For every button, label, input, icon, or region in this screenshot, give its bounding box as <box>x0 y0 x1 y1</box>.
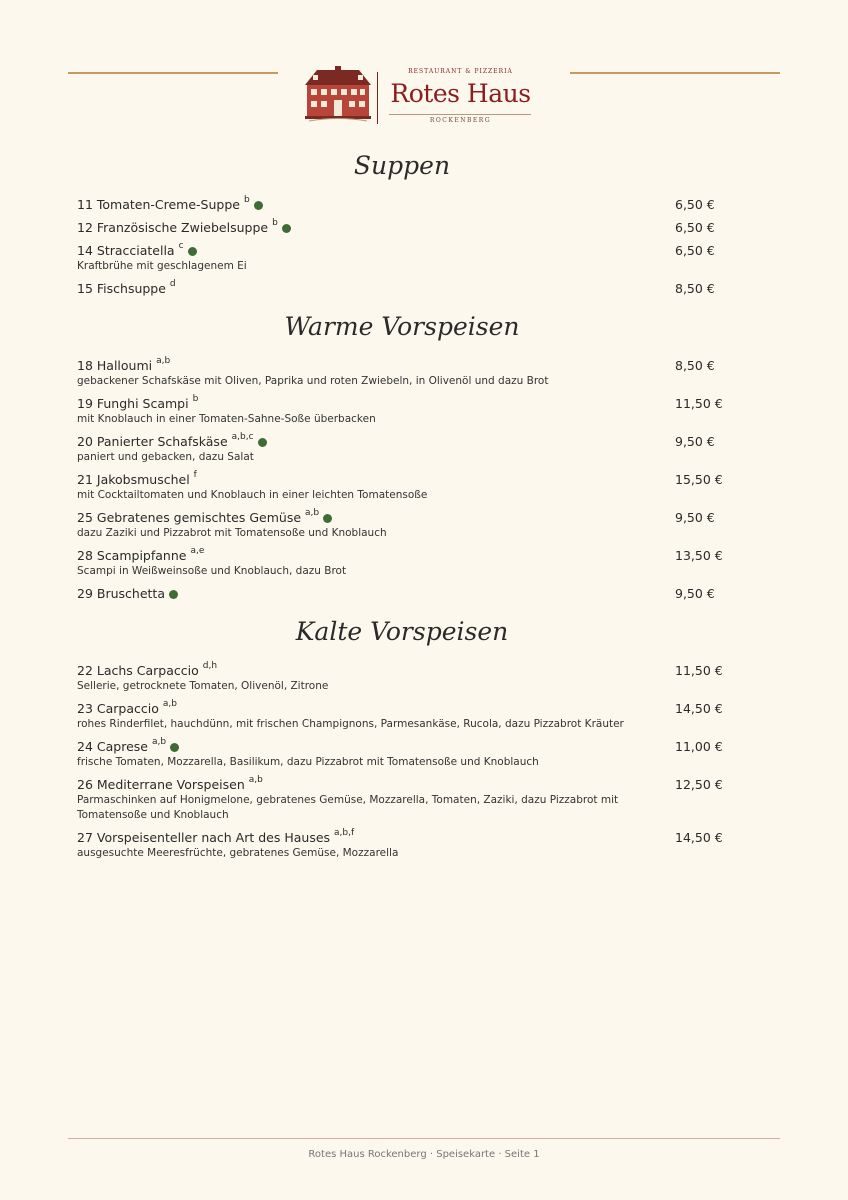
menu-item <box>77 662 727 694</box>
menu-item-line <box>77 829 727 846</box>
menu-item-description: mit Cocktailtomaten und Knoblauch in einer leichten Tomatensoße <box>77 489 428 501</box>
menu-item <box>77 738 727 770</box>
menu-item-name: 24 Caprese <box>77 739 148 754</box>
menu-item <box>77 219 727 236</box>
menu-item-price: 15,50 € <box>675 472 723 487</box>
menu-item-line <box>77 357 727 374</box>
logo-name: Rotes Haus <box>390 79 531 108</box>
allergen-codes: f <box>193 470 197 480</box>
vegetarian-dot-icon <box>282 224 291 233</box>
menu-item <box>77 196 727 213</box>
menu-item-line <box>77 471 727 488</box>
logo-location: ROCKENBERG <box>429 117 492 124</box>
vegetarian-dot-icon <box>188 247 197 256</box>
vegetarian-dot-icon <box>258 438 267 447</box>
menu-section <box>77 309 727 602</box>
menu-item-description: ausgesuchte Meeresfrüchte, gebratenes Gemüse, Mozzarella <box>77 847 399 859</box>
logo-tagline: RESTAURANT & PIZZERIA <box>408 68 513 75</box>
allergen-codes: a,b <box>151 737 167 747</box>
menu-item <box>77 829 727 861</box>
menu-item-name: 15 Fischsuppe <box>77 281 166 296</box>
allergen-codes: a,b,f <box>334 828 355 838</box>
menu-item-name: 22 Lachs Carpaccio <box>77 663 199 678</box>
header-rule-left <box>68 72 278 74</box>
menu-item-line <box>77 585 727 602</box>
vegetarian-dot-icon <box>170 743 179 752</box>
menu-item-line <box>77 395 727 412</box>
logo-divider <box>377 72 378 124</box>
menu-item-price: 11,50 € <box>675 396 723 411</box>
menu-item-description: Kraftbrühe mit geschlagenem Ei <box>77 260 247 272</box>
allergen-codes: a,b <box>156 356 171 366</box>
menu-item-name: 26 Mediterrane Vorspeisen <box>77 777 245 792</box>
allergen-codes: b <box>243 195 250 205</box>
allergen-codes: b <box>272 218 278 228</box>
menu-item-line <box>77 776 727 793</box>
menu-item-name: 14 Stracciatella <box>77 243 175 258</box>
menu-item-line <box>77 280 727 297</box>
menu-item-price: 12,50 € <box>675 777 723 792</box>
menu-item-name: 18 Halloumi <box>77 358 153 373</box>
vegetarian-dot-icon <box>323 514 332 523</box>
menu-item-price: 11,00 € <box>675 739 723 754</box>
allergen-codes: d,h <box>202 661 218 671</box>
menu-item-line <box>77 433 727 450</box>
menu-item-line <box>77 547 727 564</box>
menu-item-description: mit Knoblauch in einer Tomaten-Sahne-Soße überbacken <box>77 413 376 425</box>
menu-item-price: 9,50 € <box>675 586 715 601</box>
section-title: Suppen <box>353 151 451 180</box>
restaurant-logo <box>303 60 543 130</box>
menu-item-name: 23 Carpaccio <box>77 701 159 716</box>
menu-item-line <box>77 509 727 526</box>
menu-item-line <box>77 662 727 679</box>
allergen-codes: c <box>178 241 184 251</box>
menu-item <box>77 547 727 579</box>
menu-item-name: 11 Tomaten-Creme-Suppe <box>77 197 240 212</box>
menu-item <box>77 776 727 823</box>
section-title: Warme Vorspeisen <box>284 312 520 341</box>
menu-item <box>77 242 727 274</box>
menu-item <box>77 509 727 541</box>
menu-item-line <box>77 242 727 259</box>
menu-item-name: 29 Bruschetta <box>77 586 165 601</box>
menu-item-price: 6,50 € <box>675 243 715 258</box>
vegetarian-dot-icon <box>169 590 178 599</box>
menu-item <box>77 700 727 732</box>
allergen-codes: a,b,c <box>231 432 254 442</box>
allergen-codes: a,b <box>162 699 177 709</box>
menu-item <box>77 357 727 389</box>
allergen-codes: a,e <box>190 546 205 556</box>
menu-item-price: 6,50 € <box>675 197 715 212</box>
logo-rule <box>389 114 531 115</box>
section-title: Kalte Vorspeisen <box>295 617 509 646</box>
menu-section <box>77 148 727 297</box>
vegetarian-dot-icon <box>254 201 263 210</box>
menu-item <box>77 471 727 503</box>
footer-rule <box>68 1138 780 1139</box>
menu-item-price: 14,50 € <box>675 830 723 845</box>
allergen-codes: a,b <box>248 775 263 785</box>
allergen-codes: b <box>192 394 199 404</box>
menu-item-name: 21 Jakobsmuschel <box>77 472 190 487</box>
menu-item-description: gebackener Schafskäse mit Oliven, Paprika und roten Zwiebeln, in Olivenöl und dazu Brot <box>77 375 549 387</box>
menu-item-price: 8,50 € <box>675 281 715 296</box>
menu-item-price: 11,50 € <box>675 663 723 678</box>
menu-item-name: 19 Funghi Scampi <box>77 396 189 411</box>
header-rule-right <box>570 72 780 74</box>
menu-item-description: frische Tomaten, Mozzarella, Basilikum, dazu Pizzabrot mit Tomatensoße und Knoblauch <box>77 756 539 768</box>
allergen-codes: a,b <box>305 508 320 518</box>
menu-item-name: 25 Gebratenes gemischtes Gemüse <box>77 510 302 525</box>
menu-item-name: 28 Scampipfanne <box>77 548 187 563</box>
menu-item-description: Scampi in Weißweinsoße und Knoblauch, dazu Brot <box>77 565 347 577</box>
menu-item <box>77 433 727 465</box>
menu-item <box>77 280 727 297</box>
page-header <box>0 55 848 135</box>
menu-item-price: 13,50 € <box>675 548 723 563</box>
page-footer: Rotes Haus Rockenberg · Speisekarte · Seite 1 <box>308 1149 540 1160</box>
menu-item-description: Parmaschinken auf Honigmelone, gebratenes Gemüse, Mozzarella, Tomaten, Zaziki, dazu Pizzabrot mit Tomatensoße und Knoblauch <box>77 794 619 821</box>
menu-item-price: 9,50 € <box>675 510 715 525</box>
menu-item-description: dazu Zaziki und Pizzabrot mit Tomatensoße und Knoblauch <box>77 527 387 539</box>
menu-item-price: 9,50 € <box>675 434 715 449</box>
allergen-codes: d <box>169 279 176 289</box>
menu-item-name: 12 Französische Zwiebelsuppe <box>77 220 269 235</box>
menu-item <box>77 395 727 427</box>
menu-item-description: paniert und gebacken, dazu Salat <box>77 451 254 463</box>
menu-item-line <box>77 196 727 213</box>
menu-item-price: 14,50 € <box>675 701 723 716</box>
menu-item-price: 6,50 € <box>675 220 715 235</box>
menu-item-line <box>77 700 727 717</box>
menu-item-description: rohes Rinderfilet, hauchdünn, mit frischen Champignons, Parmesankäse, Rucola, dazu Pizzabrot Kräuter <box>77 718 624 730</box>
menu-item-line <box>77 219 727 236</box>
menu-item-line <box>77 738 727 755</box>
menu-item-name: 20 Panierter Schafskäse <box>77 434 228 449</box>
menu-item-description: Sellerie, getrocknete Tomaten, Olivenöl, Zitrone <box>77 680 329 692</box>
menu-item-price: 8,50 € <box>675 358 715 373</box>
menu-item <box>77 585 727 602</box>
menu-item-name: 27 Vorspeisenteller nach Art des Hauses <box>77 830 331 845</box>
menu-content <box>77 148 727 873</box>
house-icon <box>303 66 373 124</box>
menu-section <box>77 614 727 861</box>
